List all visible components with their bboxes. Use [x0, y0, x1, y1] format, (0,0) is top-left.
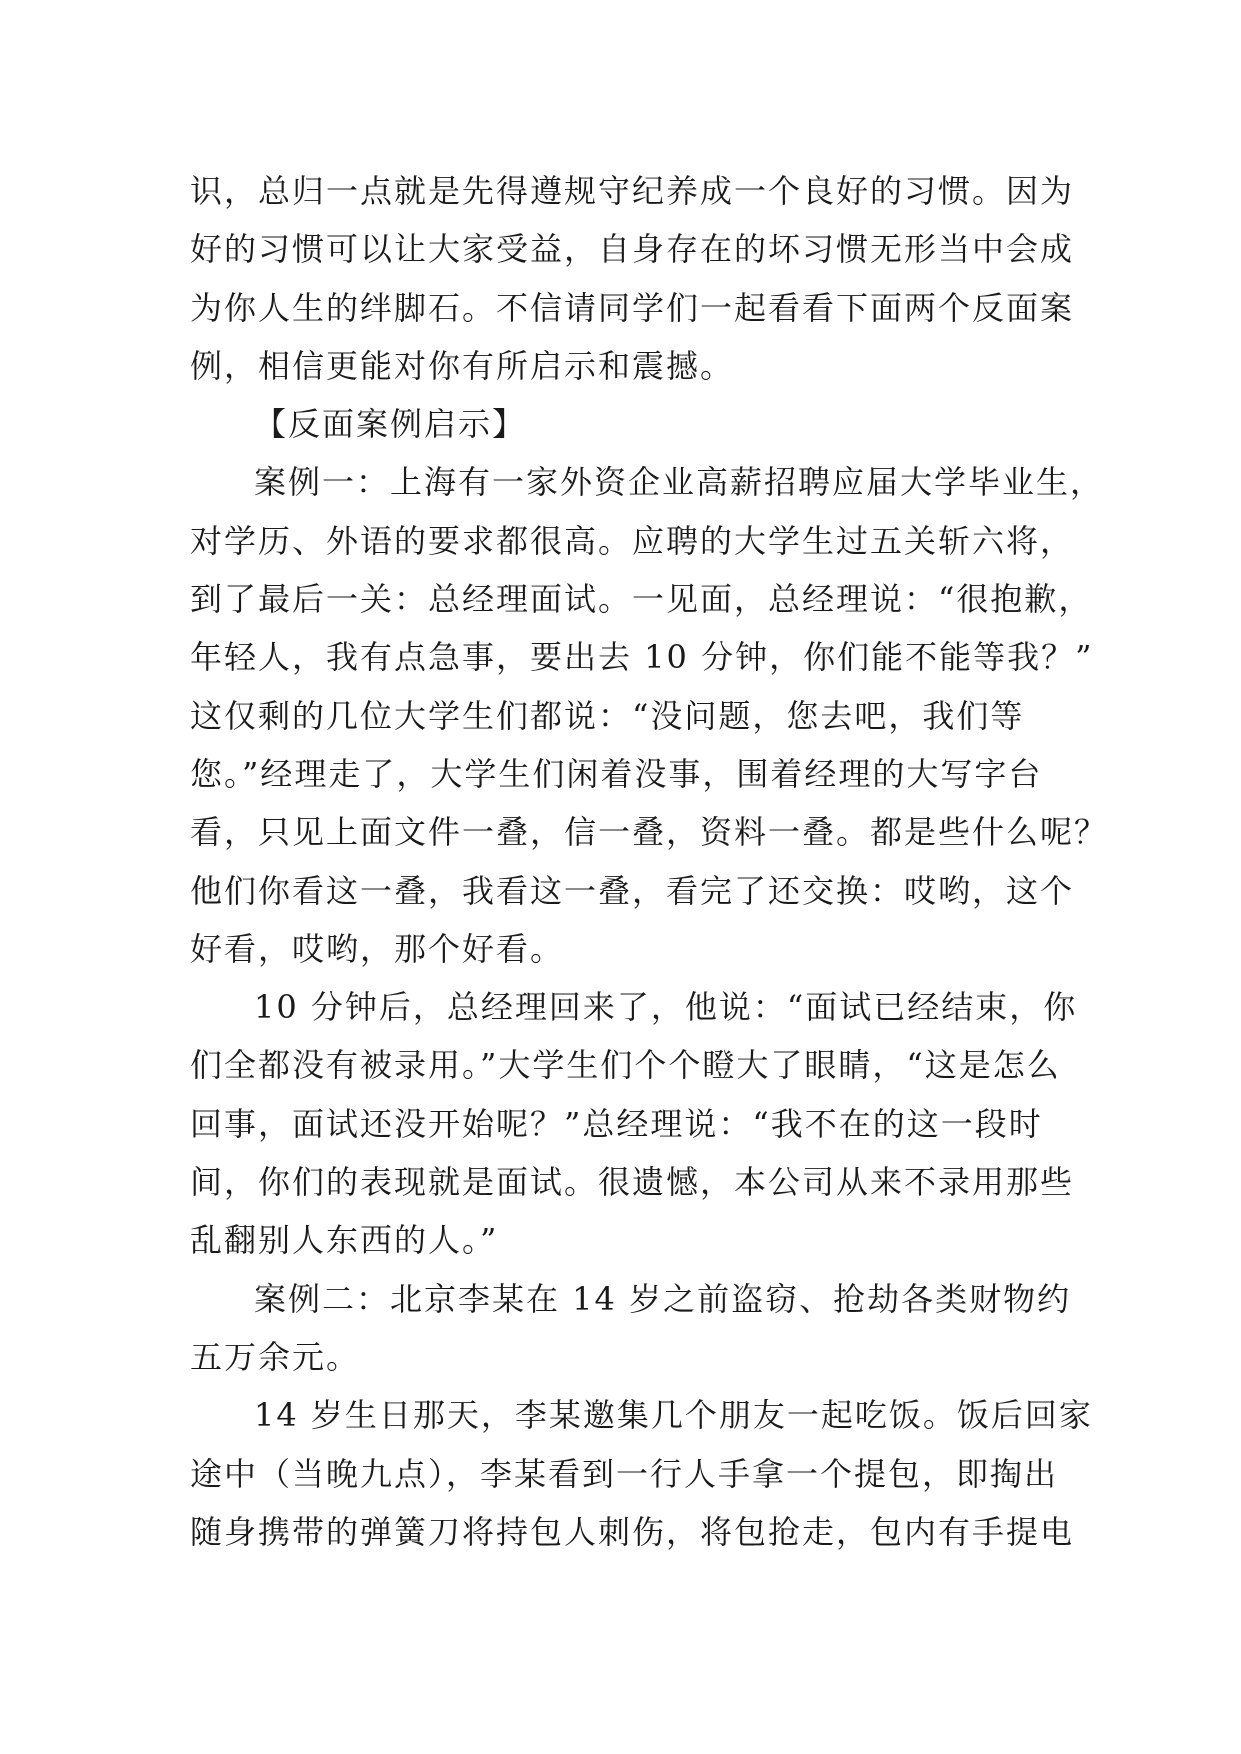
text-line: 案例二：北京李某在 14 岁之前盗窃、抢劫各类财物约: [254, 1279, 1072, 1318]
text-line: 案例一：上海有一家外资企业高薪招聘应届大学毕业生，: [254, 463, 1105, 502]
section-heading: 【反面案例启示】: [254, 405, 527, 444]
text-line: 好看，哎哟，那个好看。: [190, 929, 565, 968]
text-line: 们全都没有被录用。”大学生们个个瞪大了眼睛，“这是怎么: [190, 1046, 1061, 1085]
document-body: [190, 162, 1109, 1561]
text-line: 途中（当晚九点），李某看到一行人手拿一个提包，即掏出: [190, 1454, 1059, 1493]
text-line: 年轻人，我有点急事，要出去 10 分钟，你们能不能等我？”: [190, 638, 1094, 677]
text-line: 对学历、外语的要求都很高。应聘的大学生过五关斩六将，: [190, 521, 1075, 560]
text-line: 看，只见上面文件一叠，信一叠，资料一叠。都是些什么呢？: [190, 813, 1109, 852]
text-line: 这仅剩的几位大学生们都说：“没问题，您去吧，我们等: [190, 696, 1025, 735]
text-line: 五万余元。: [190, 1337, 361, 1376]
text-line: 10 分钟后，总经理回来了，他说：“面试已经结束，你: [254, 988, 1078, 1027]
text-line: 乱翻别人东西的人。”: [190, 1221, 499, 1260]
text-line: 随身携带的弹簧刀将持包人刺伤，将包抢走，包内有手提电: [190, 1512, 1075, 1551]
text-line: 识，总归一点就是先得遵规守纪养成一个良好的习惯。因为: [190, 172, 1075, 210]
text-line: 为你人生的绊脚石。不信请同学们一起看看下面两个反面案: [190, 288, 1075, 327]
text-line: 到了最后一关：总经理面试。一见面，总经理说：“很抱歉，: [190, 580, 1093, 619]
text-line: 他们你看这一叠，我看这一叠，看完了还交换：哎哟，这个: [190, 871, 1075, 910]
text-line: 14 岁生日那天，李某邀集几个朋友一起吃饭。饭后回家: [254, 1396, 1093, 1435]
text-line: 您。”经理走了，大学生们闲着没事，围着经理的大写字台: [190, 754, 1043, 793]
text-line: 回事，面试还没开始呢？”总经理说：“我不在的这一段时: [190, 1104, 1043, 1143]
text-line: 好的习惯可以让大家受益，自身存在的坏习惯无形当中会成: [190, 230, 1075, 269]
text-line: 例，相信更能对你有所启示和震撼。: [190, 346, 735, 385]
text-line: 间，你们的表现就是面试。很遗憾，本公司从来不录用那些: [190, 1163, 1075, 1202]
